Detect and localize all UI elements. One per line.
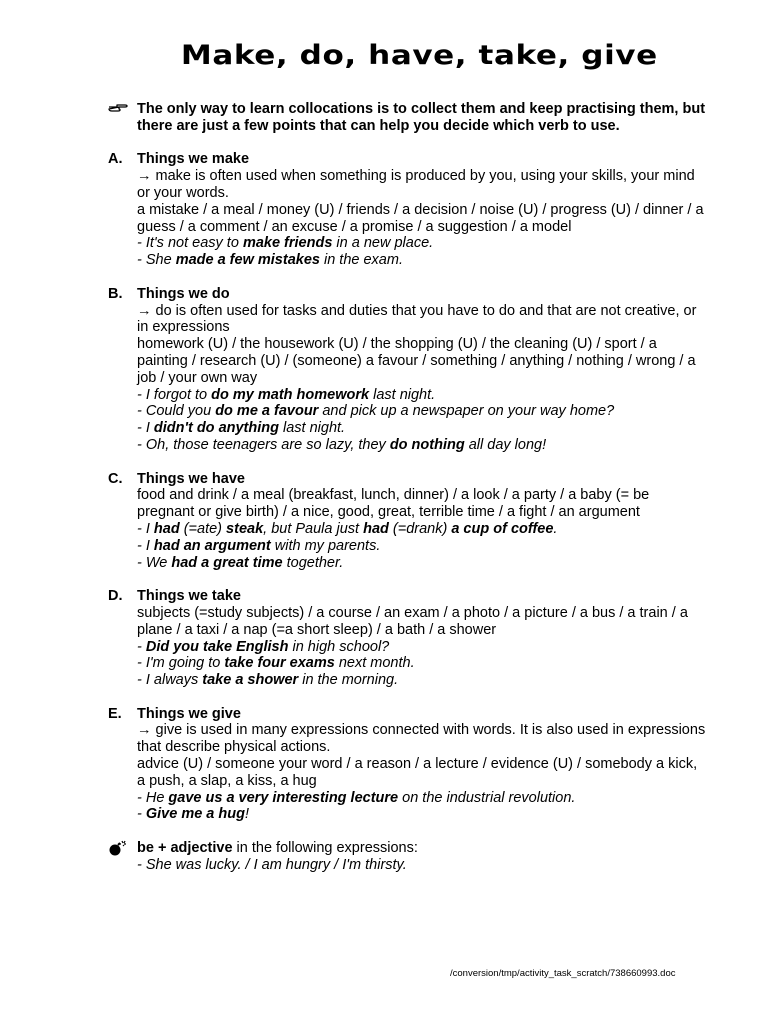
example-text: with my parents. (270, 537, 381, 554)
example-text: . (553, 520, 558, 537)
collocation-highlight: steak (226, 520, 264, 537)
footer-path: /conversion/tmp/activity_task_scratch/738660993.doc (450, 968, 676, 979)
example-text: - I (137, 537, 154, 554)
example-text: - I'm going to (137, 655, 225, 672)
intro-row (108, 101, 708, 135)
collocation-highlight: take four exams (224, 655, 335, 672)
section-letter: B. (108, 285, 123, 302)
example-text: - Oh, those teenagers are so lazy, they (137, 436, 390, 453)
example-text: ! (244, 806, 250, 823)
example-text: - (137, 638, 146, 655)
collocation-highlight: Give me a hug (145, 806, 245, 823)
example-sentence (137, 437, 708, 454)
example-text: - I always (137, 672, 203, 689)
section-letter: D. (108, 588, 123, 605)
page-title (0, 40, 768, 71)
example-sentence (137, 672, 708, 689)
section-word-list: a mistake / a meal / money (U) / friends / a decision / noise (U) / progress (U) / dinner / a guess / a comment / an excuse / a promise / a suggestion / a model (137, 201, 704, 235)
example-sentence (137, 403, 708, 420)
collocation-highlight: do my math homework (211, 386, 370, 403)
collocation-highlight: do me a favour (215, 403, 319, 420)
example-text: (=ate) (179, 520, 227, 537)
section-word-list: food and drink / a meal (breakfast, lunch, dinner) / a look / a party / a baby (= be pregnant or give birth) / a nice, good, great, terrible time / a fight / an argument (137, 487, 650, 521)
pointing-hand-icon (108, 101, 137, 135)
section-word-list: advice (U) / someone your word / a reason / a lecture / evidence (U) / somebody a kick, a push, a slap, a kiss, a hug (137, 756, 698, 789)
section-body (137, 286, 708, 454)
final-example: - She was lucky. / I am hungry / I'm thirsty. (137, 856, 407, 873)
intro-text: The only way to learn collocations is to collect them and keep practising them, but there are just a few points that can help you decide which verb to use. (137, 101, 706, 134)
example-text: together. (282, 554, 344, 571)
pointing-hand-icon-graphic (108, 101, 128, 115)
example-sentence (137, 420, 708, 437)
section-b (108, 286, 708, 454)
section-e (108, 706, 708, 824)
example-text: - (137, 806, 146, 823)
section-note: → do is often used for tasks and duties that you have to do and that are not creative, or in expressions (137, 302, 697, 336)
example-sentence (137, 806, 708, 823)
page-title-text: Make, do, have, take, give (180, 40, 658, 71)
example-sentence (137, 521, 708, 538)
section-title: Things we give (137, 705, 241, 722)
example-text: next month. (334, 655, 415, 672)
section-body (137, 151, 708, 269)
example-text: - She (137, 252, 176, 269)
example-text: - Could you (137, 403, 216, 420)
example-text: in the exam. (319, 252, 403, 269)
section-body (137, 706, 708, 824)
example-text: - He (137, 789, 169, 806)
example-text: on the industrial revolution. (398, 789, 576, 806)
collocation-highlight: take a shower (202, 672, 299, 689)
collocation-highlight: make friends (242, 235, 333, 252)
section-note: → make is often used when something is produced by you, using your skills, your mind or your words. (137, 168, 695, 201)
example-text: in high school? (288, 638, 390, 655)
example-text: in a new place. (332, 235, 434, 252)
example-sentence (137, 387, 708, 404)
section-letter: A. (108, 151, 123, 168)
section-body (137, 588, 708, 689)
example-text: - I forgot to (137, 386, 212, 403)
document-body (108, 101, 708, 874)
example-sentence (137, 555, 708, 572)
section-word-list: homework (U) / the housework (U) / the shopping (U) / the cleaning (U) / sport / a painting / research (U) / (someone) a favour / something / anything / nothing / wrong / a job / your own way (137, 336, 696, 386)
section-a (108, 151, 708, 269)
collocation-highlight: Did you take English (145, 638, 289, 655)
section-d (108, 588, 708, 689)
section-word-list: subjects (=study subjects) / a course / an exam / a photo / a picture / a bus / a train / a plane / a taxi / a nap (=a short sleep) / a bath / a shower (137, 604, 688, 638)
collocation-highlight: a cup of coffee (451, 520, 554, 537)
collocation-highlight: do nothing (389, 436, 465, 453)
collocation-highlight: had (153, 520, 180, 537)
section-note: → give is used in many expressions connected with words. It is also used in expressions that describe physical actions. (137, 722, 706, 756)
example-text: - I (137, 520, 154, 537)
collocation-highlight: made a few mistakes (175, 252, 320, 269)
example-text: (=drank) (388, 520, 452, 537)
collocation-highlight: didn't do anything (153, 420, 279, 437)
example-sentence (137, 639, 708, 656)
collocation-highlight: gave us a very interesting lecture (168, 789, 399, 806)
bomb-icon-graphic (108, 840, 130, 856)
example-sentence (137, 235, 708, 252)
example-text: and pick up a newspaper on your way home? (318, 403, 615, 420)
example-sentence (137, 538, 708, 555)
section-title: Things we take (137, 588, 241, 605)
collocation-highlight: had an argument (153, 537, 271, 554)
bomb-icon (108, 840, 137, 874)
section-title: Things we have (137, 470, 245, 487)
example-text: - I (137, 420, 154, 437)
example-sentence (137, 790, 708, 807)
section-letter: E. (108, 705, 122, 722)
example-text: in the morning. (298, 672, 399, 689)
example-text: last night. (369, 386, 436, 403)
section-title: Things we do (137, 285, 230, 302)
sections-container (108, 151, 708, 823)
example-text: , but Paula just (263, 520, 364, 537)
example-text: - It's not easy to (137, 235, 243, 252)
example-sentence (137, 252, 708, 269)
example-sentence (137, 655, 708, 672)
final-heading (137, 840, 708, 857)
final-bold: be + adjective (137, 840, 233, 857)
section-body (137, 471, 708, 572)
example-text: last night. (278, 420, 346, 437)
section-letter: C. (108, 470, 123, 487)
example-text: - We (137, 554, 172, 571)
example-text: all day long! (464, 436, 547, 453)
collocation-highlight: had (363, 520, 389, 537)
section-title: Things we make (137, 151, 250, 168)
final-row (108, 840, 708, 874)
section-c (108, 471, 708, 572)
final-rest: in the following expressions: (232, 840, 418, 857)
collocation-highlight: had a great time (171, 554, 283, 571)
final-body (137, 840, 708, 874)
